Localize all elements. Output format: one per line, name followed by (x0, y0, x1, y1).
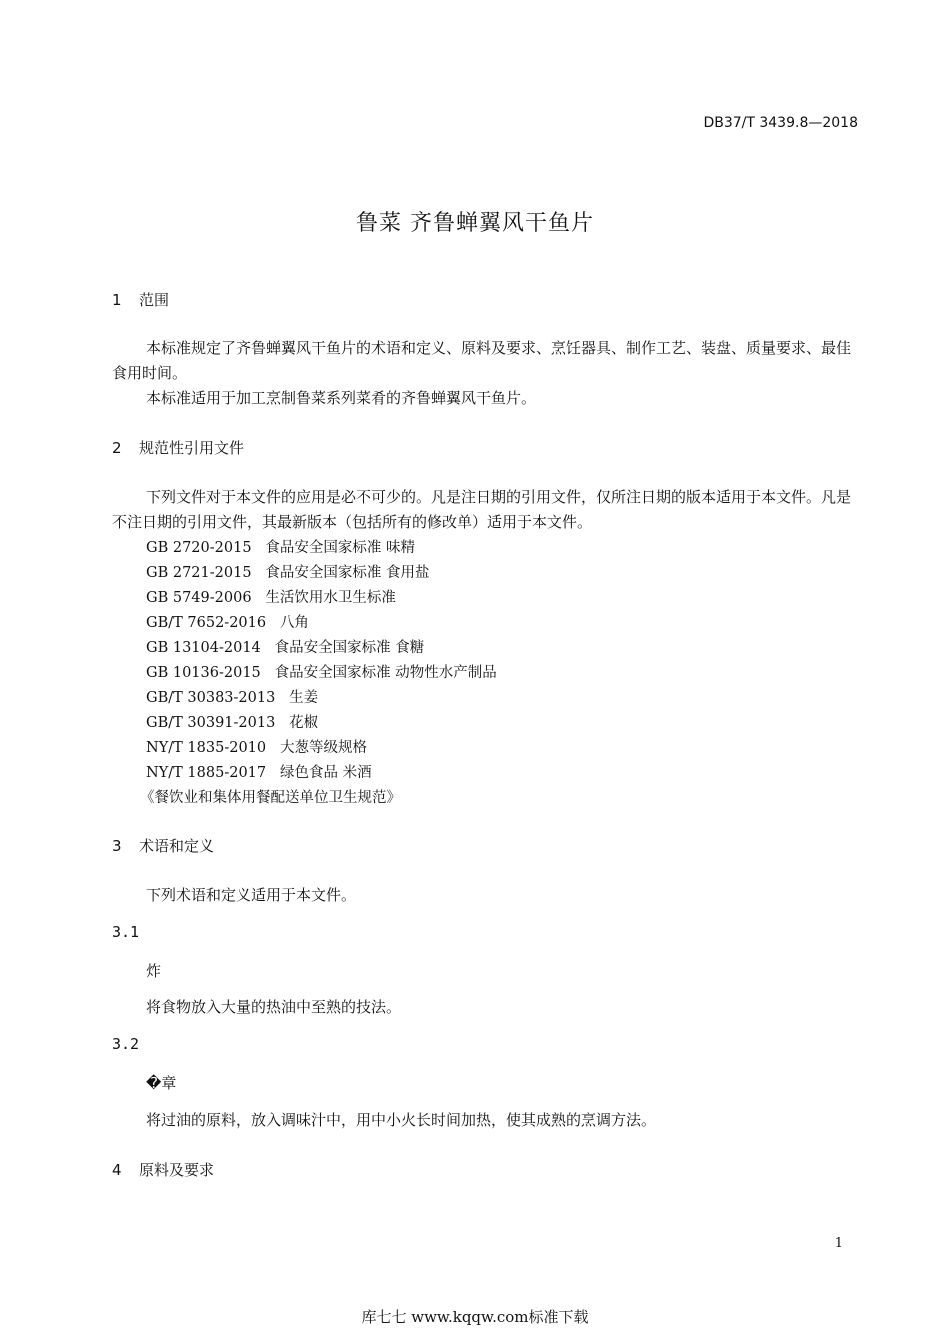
reference-item (146, 611, 309, 632)
section-2-heading (112, 437, 244, 458)
reference-item (140, 786, 401, 807)
section-3-paragraph-1: 下列术语和定义适用于本文件。 (146, 886, 357, 904)
reference-item (146, 736, 367, 757)
reference-item (146, 586, 396, 607)
reference-name: 食品安全国家标准 动物性水产制品 (274, 665, 497, 681)
term-definition: 将食物放入大量的热油中至熟的技法。 (146, 998, 402, 1016)
term-number: 3.1 (112, 923, 140, 941)
reference-item (146, 561, 430, 582)
term-name: �章 (146, 1074, 177, 1092)
reference-code: GB/T 30391-2013 (146, 715, 276, 731)
reference-name: 食品安全国家标准 味精 (265, 540, 415, 556)
reference-name: 生活饮用水卫生标准 (265, 590, 396, 606)
reference-item (146, 636, 424, 657)
term-name: 炸 (146, 962, 162, 980)
term-definition: 将过油的原料，放入调味汁中，用中小火长时间加热，使其成熟的烹调方法。 (146, 1111, 657, 1129)
reference-item (146, 686, 318, 707)
reference-name: 绿色食品 米酒 (279, 765, 372, 781)
term-number: 3.2 (112, 1035, 140, 1053)
reference-name: 生姜 (289, 690, 319, 706)
section-number: 4 (112, 1161, 122, 1179)
section-2-paragraph-1: 下列文件对于本文件的应用是必不可少的。凡是注日期的引用文件，仅所注日期的版本适用于本文件。凡是不注日期的引用文件，其最新版本（包括所有的修改单）适用于本文件。 (112, 488, 852, 531)
section-title: 术语和定义 (139, 837, 215, 855)
reference-item (146, 661, 497, 682)
document-code: DB37/T 3439.8—2018 (703, 115, 858, 131)
reference-code: GB/T 30383-2013 (146, 690, 276, 706)
document-title: 鲁菜 齐鲁蝉翼风干鱼片 (356, 211, 594, 236)
reference-code: GB 5749-2006 (146, 590, 252, 606)
section-number: 3 (112, 837, 122, 855)
section-title: 范围 (139, 291, 170, 309)
reference-code: GB 13104-2014 (146, 640, 261, 656)
footer-watermark: 库七七 www.kqqw.com标准下载 (361, 1308, 589, 1326)
section-number: 2 (112, 439, 122, 457)
reference-item (146, 536, 415, 557)
section-number: 1 (112, 291, 122, 309)
section-1-paragraph-2: 本标准适用于加工烹制鲁菜系列菜肴的齐鲁蝉翼风干鱼片。 (146, 389, 537, 407)
reference-code: GB 2721-2015 (146, 565, 252, 581)
section-1-heading (112, 289, 169, 310)
section-title: 原料及要求 (139, 1161, 215, 1179)
reference-item (146, 761, 372, 782)
reference-code: NY/T 1835-2010 (146, 740, 267, 756)
reference-code: GB/T 7652-2016 (146, 615, 267, 631)
section-3-heading (112, 835, 214, 856)
reference-name: 花椒 (289, 715, 319, 731)
reference-code: NY/T 1885-2017 (146, 765, 267, 781)
reference-name: 食品安全国家标准 食用盐 (265, 565, 430, 581)
reference-item (146, 711, 318, 732)
reference-code: GB 2720-2015 (146, 540, 252, 556)
section-4-heading (112, 1159, 214, 1180)
reference-name: 大葱等级规格 (279, 740, 367, 756)
section-1-paragraph-1: 本标准规定了齐鲁蝉翼风干鱼片的术语和定义、原料及要求、烹饪器具、制作工艺、装盘、质量要求、最佳食用时间。 (112, 339, 852, 382)
page-number: 1 (834, 1236, 843, 1251)
reference-name: 八角 (279, 615, 309, 631)
reference-name: 《餐饮业和集体用餐配送单位卫生规范》 (140, 790, 401, 806)
reference-code: GB 10136-2015 (146, 665, 261, 681)
reference-name: 食品安全国家标准 食糖 (274, 640, 425, 656)
section-title: 规范性引用文件 (139, 439, 245, 457)
